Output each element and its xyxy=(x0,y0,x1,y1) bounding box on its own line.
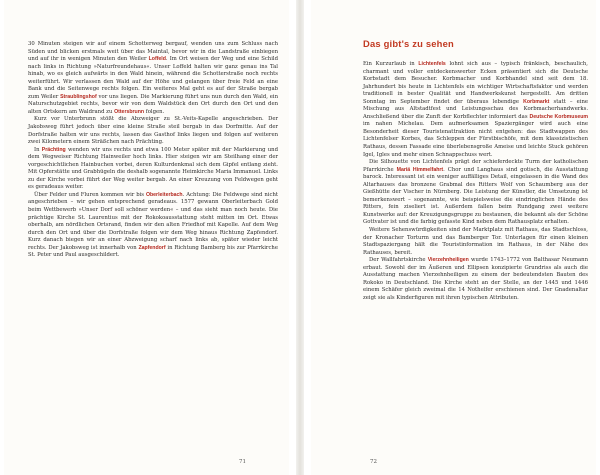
text-run: Weitere Sehenswürdigkeiten sind der Marktplatz mit Rathaus, das Stadtschloss, der Kronacher Torturm und das Bamberger Tor. Unterlagen für einen kleinen Stadtspaziergang hält die Touristinformation im Rathaus, in der Nähe des Rathauses, bereit. xyxy=(363,227,588,256)
highlighted-place-name: Straublingshof xyxy=(60,93,97,100)
text-run: folgen. xyxy=(144,108,165,115)
text-run: wurde 1743–1772 von Balthasar Neumann erbaut. Sowohl der im Äußeren und Ellipsen konzipierte Grundriss als auch die Ausstattung machen Vierzehnheiligen zu einem der bedeutendsten Bauten des Rokoko in Deutschland. Die Kirche steht an der Stelle, an der 1445 und 1446 einem Schäfer gleich zweimal die 14 Nothelfer erschienen sind. Der Gnadenaltar zeigt sie als Kinderfiguren mit ihren typischen Attributen. xyxy=(363,257,588,301)
book-gutter xyxy=(296,0,304,475)
left-page xyxy=(4,0,289,475)
text-run: statt – eine Mischung aus Altstadtfest und Leistungsschau des Korbmacherhandwerks. Anschließend über die Zunft der Korbflechter informiert das xyxy=(363,98,589,120)
text-run: Ein Kurzurlaub in xyxy=(363,61,419,67)
highlighted-place-name: Mariä Himmelfahrt xyxy=(396,166,444,173)
text-run: wenden wir uns rechts und etwa 100 Meter später mit der Markierung und dem Wegweiser Richtung Hainweiler hoch links. Hier steigen wir am Steilhang einer der vorgeschichtlichen Hainbuchen vorbei, deren Kulturdenkmal sich dem Gipfel entlang zieht. Mit Opferstätte und Grabhügeln die deshalb sogenannte Heimkirche Maria Immanuel. Links zu der Kirche vorbei führt der Weg weiter bergab. An einer Kreuzung von Feldwegen geht es geradeaus weiter. xyxy=(28,146,278,191)
text-run: vor uns liegen. Die Markierung führt uns nun durch den Wald, ein Naturschutzgebiet rechts, bevor wir von dem Waldstück den Ort durch den Ort und den alten Ortskern am Waldrand zu xyxy=(28,93,278,115)
text-run: . Achtung: Die Feldwege sind nicht angeschrieben – wir gehen entsprechend geradeaus. 1577 gewann Oberleiterbach Gold beim Wettbewerb »Unser Dorf soll schöner werden« – und das sieht man noch heute. Die prächtige Kirche St. Laurentius mit der Rokokoausstattung steht mitten im Ort. Etwas oberhalb, am nördlichen Ortsrand, finden wir den alten Friedhof mit Kapelle. Auf dem Weg durch den Ort und über die Dorfstraße folgen wir dem Weg hinaus Richtung Zapfendorf. Kurz danach biegen wir an einer Abzweigung scharf nach links ab, später wieder leicht rechts. Der Jakobsweg ist innerhalb von xyxy=(28,191,278,251)
highlighted-place-name: Oberleiterbach xyxy=(145,191,183,198)
paragraph xyxy=(363,257,588,302)
text-run: Die Silhouette von Lichtenfels prägt der schieferdeckte Turm der katholischen Pfarrkirche xyxy=(363,159,588,173)
highlighted-place-name: Ottersbrunn xyxy=(114,108,145,115)
left-page-number: 71 xyxy=(239,459,246,465)
text-run: in Richtung Bamberg bis zur Pfarrkirche St. Peter und Paul ausgeschildert. xyxy=(28,244,278,259)
right-page-number: 72 xyxy=(370,459,377,465)
highlighted-place-name: Prächting xyxy=(41,146,66,153)
right-page xyxy=(311,0,596,475)
paragraph xyxy=(28,116,278,146)
highlighted-place-name: Vierzehnheiligen xyxy=(427,257,469,264)
paragraph xyxy=(363,61,588,159)
text-run: . Im Ort weisen der Weg und eine Schild nach links in Richtung »Naturfreundehaus«. Unser Loffeld halten wir ganz genau ins Tal hinab, wo es gleich aufwärts in den Wald hinein, während die Schotterstraße noch rechts weiterführt. Wir verlassen den Wald auf der Höhe und gelangen über freie Feld an eine Bank und die Seitenwege rechts folgen. Ein weiteres Mal geht es auf der Straße bergab zum Weiler xyxy=(28,56,278,100)
section-heading: Das gibt's zu sehen xyxy=(363,38,454,49)
paragraph xyxy=(28,41,278,116)
text-run: 30 Minuten steigen wir auf einem Schotterweg bergauf, wenden uns zum Schluss nach Süden und blicken erstmals weit über das Maintal, bevor wir in die Landstraße einbiegen und auf ihr in wenigen Minuten den Weiler xyxy=(28,41,278,63)
text-run: In xyxy=(34,146,42,153)
text-run: . Chor und Langhaus sind gotisch, die Ausstattung barock. Interessant ist ein weniger auffälliges Detail, eingelassen in die Wand des Altarhauses das bronzene Grabmal des Ritters Wolf von Schaumberg aus der Gießhütte der Vischer in Nürnberg. Die Leistung der Künstler, die Umsetzung ist bemerkenswert – sogenannte, wie beispielsweise die eindringlichen Hände des Ritters, fein ziseliert ist. Außerdem fallen beim Rundgang zwei weitere Kunstwerke auf: der Kreuzigungsgruppe zu bestaunen, die bekannt als der Schöne Gottvater ist und die farbig gefasste Kind neben dem Rathausplatz erhalten. xyxy=(363,166,588,226)
text-run: Über Felder und Fluren kommen wir bis xyxy=(34,191,146,198)
text-run: Kurz vor Unterbrunn stößt die Abzweiger zu St.-Veits-Kapelle angeschrieben. Der Jakobsweg führt jedoch über eine kleine Straße steil bergab in das Dorfmitte. Auf der Dorfstraße halten wir uns rechts, lassen das Gasthof links liegen und folgen auf weiteren zwei Kilometern einem Sträßchen nach Prächting. xyxy=(28,116,278,146)
text-run: Der Wallfahrtskirche xyxy=(369,257,428,264)
text-run: im nahen Michelau. Dem aufmerksamen Spaziergänger wird auch eine Besonderheit dieser Touristenattraktion nicht entgehen: das Stadtwappen des Lichtenfelser Korbes, das Schleppen der Fürstbischöfe, mit dem klassizistischen Rathaus, dessen Fassade eine überlebensgroße Ameise und leichte Stuck gehören Igel, Igles und mehr einen Schnappschuss wert. xyxy=(363,121,588,158)
highlighted-place-name: Deutsche Korbmuseum xyxy=(529,113,588,120)
paragraph xyxy=(28,147,278,192)
highlighted-place-name: Zapfendorf xyxy=(138,244,166,251)
highlighted-place-name: Lichtenfels xyxy=(418,61,446,67)
right-body-text xyxy=(363,61,588,303)
highlighted-place-name: Loffeld xyxy=(148,56,166,63)
left-body-text xyxy=(28,41,278,260)
paragraph xyxy=(363,159,588,227)
highlighted-place-name: Korbmarkt xyxy=(523,98,550,105)
paragraph xyxy=(28,192,278,260)
paragraph xyxy=(363,227,588,257)
text-run: lohnt sich aus – typisch fränkisch, beschaulich, charmant und voller entdeckenswerter Ecken präsentiert sich die Deutsche Korbstadt dem Besucher. Korbmacher und Korbhandel sind seit dem 18. Jahrhundert bis heute in Lichtenfels ein wichtiger Wirtschaftsfaktor und werden traditionell in bester Qualität und Handwerkskunst hergestellt. Am dritten Sonntag im September findet der überaus lebendige xyxy=(363,61,588,105)
